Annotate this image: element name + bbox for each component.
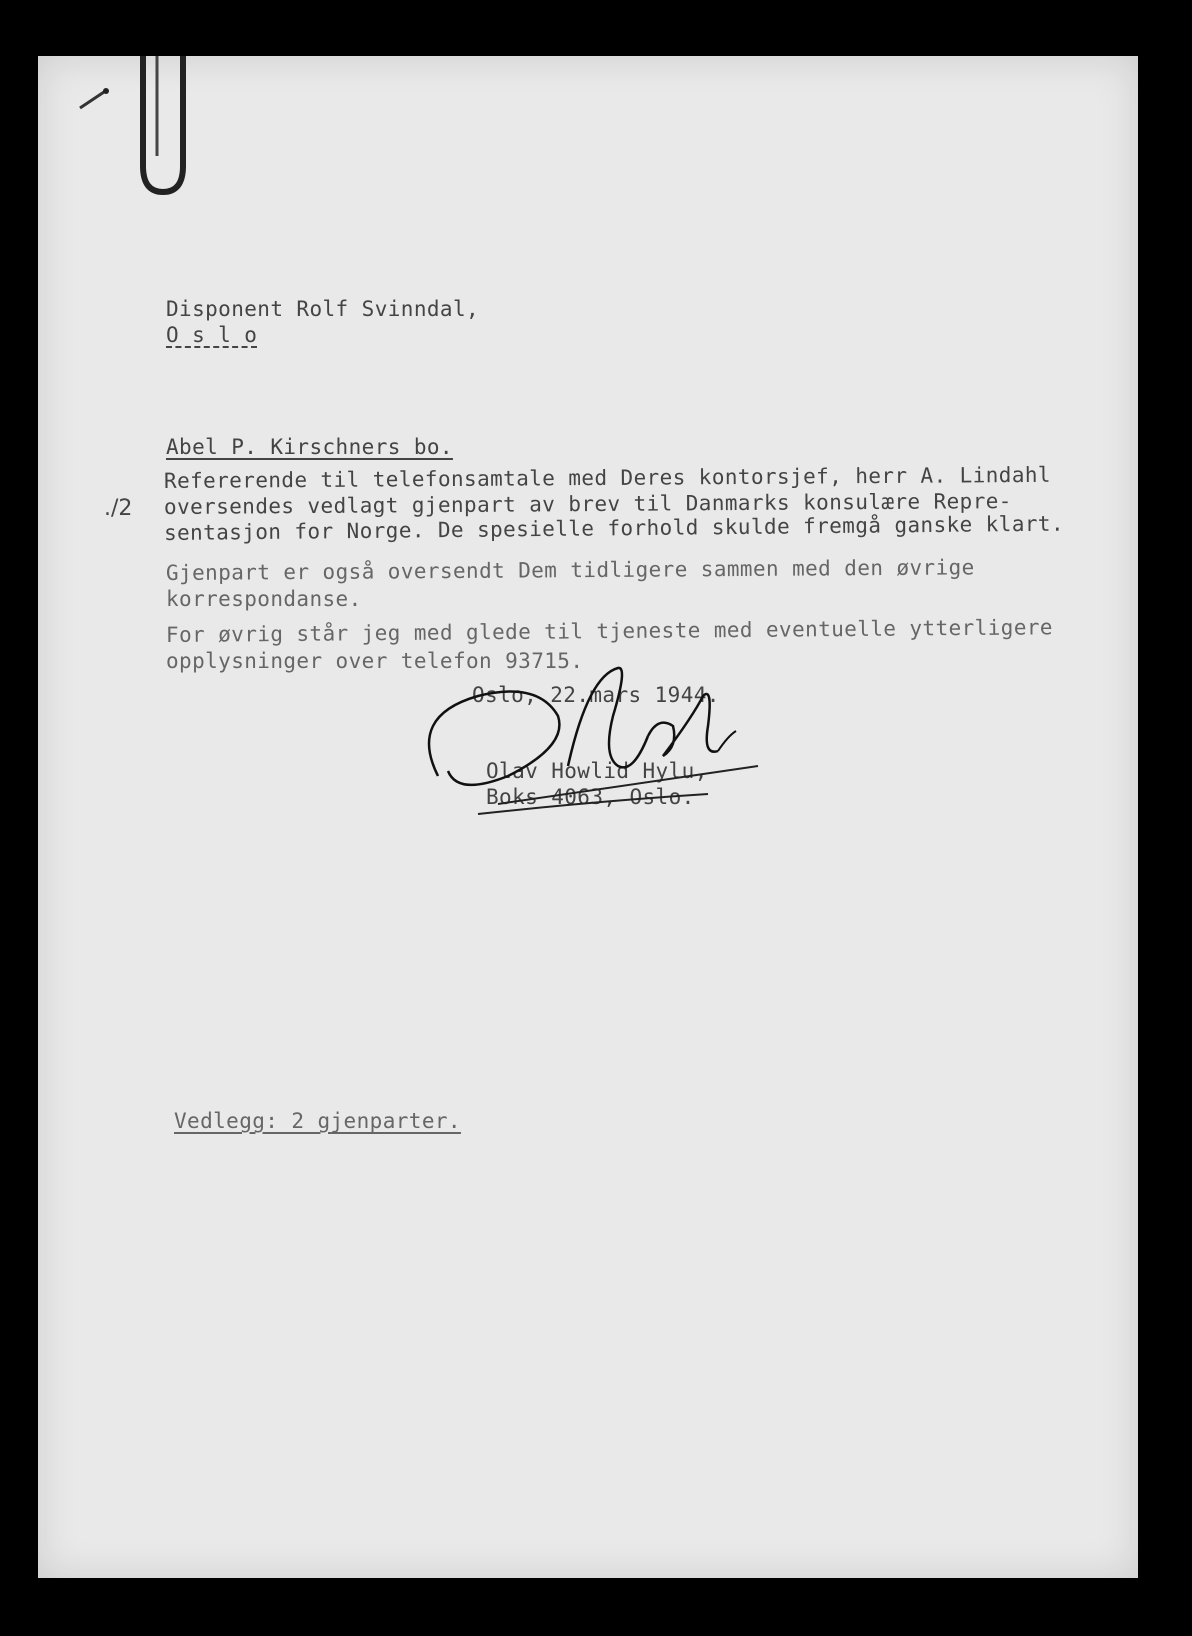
paper-clip-icon bbox=[123, 56, 193, 196]
signatory-address: Boks 4063, Oslo. bbox=[486, 785, 695, 809]
dateline: Oslo, 22.mars 1944. bbox=[472, 683, 720, 707]
body-line: opplysninger over telefon 93715. bbox=[166, 649, 584, 673]
body-line: Refererende til telefonsamtale med Deres kontorsjef, herr A. Lindahl bbox=[163, 462, 1051, 493]
handwritten-signature-icon bbox=[418, 656, 758, 826]
body-line: Gjenpart er også oversendt Dem tidligere sammen med den øvrige bbox=[165, 555, 975, 585]
signatory-name: Olav Howlid Hylu, bbox=[486, 759, 708, 783]
letter-subject: Abel P. Kirschners bo. bbox=[166, 435, 453, 459]
body-line: sentasjon for Norge. De spesielle forhold skulde fremgå ganske klart. bbox=[163, 511, 1065, 545]
body-line: oversendes vedlagt gjenpart av brev til Danmarks konsulære Repre- bbox=[163, 489, 1012, 519]
body-line: korrespondanse. bbox=[166, 587, 362, 611]
enclosure-margin-note: ./2 bbox=[104, 496, 133, 521]
pencil-mark-icon bbox=[78, 86, 118, 116]
body-line: For øvrig står jeg med glede til tjeneste med eventuelle ytterligere bbox=[165, 615, 1054, 647]
letter-page bbox=[38, 56, 1138, 1578]
recipient-name: Disponent Rolf Svinndal, bbox=[166, 297, 480, 321]
recipient-city: O s l o bbox=[166, 323, 258, 347]
enclosure-note: Vedlegg: 2 gjenparter. bbox=[174, 1109, 461, 1133]
